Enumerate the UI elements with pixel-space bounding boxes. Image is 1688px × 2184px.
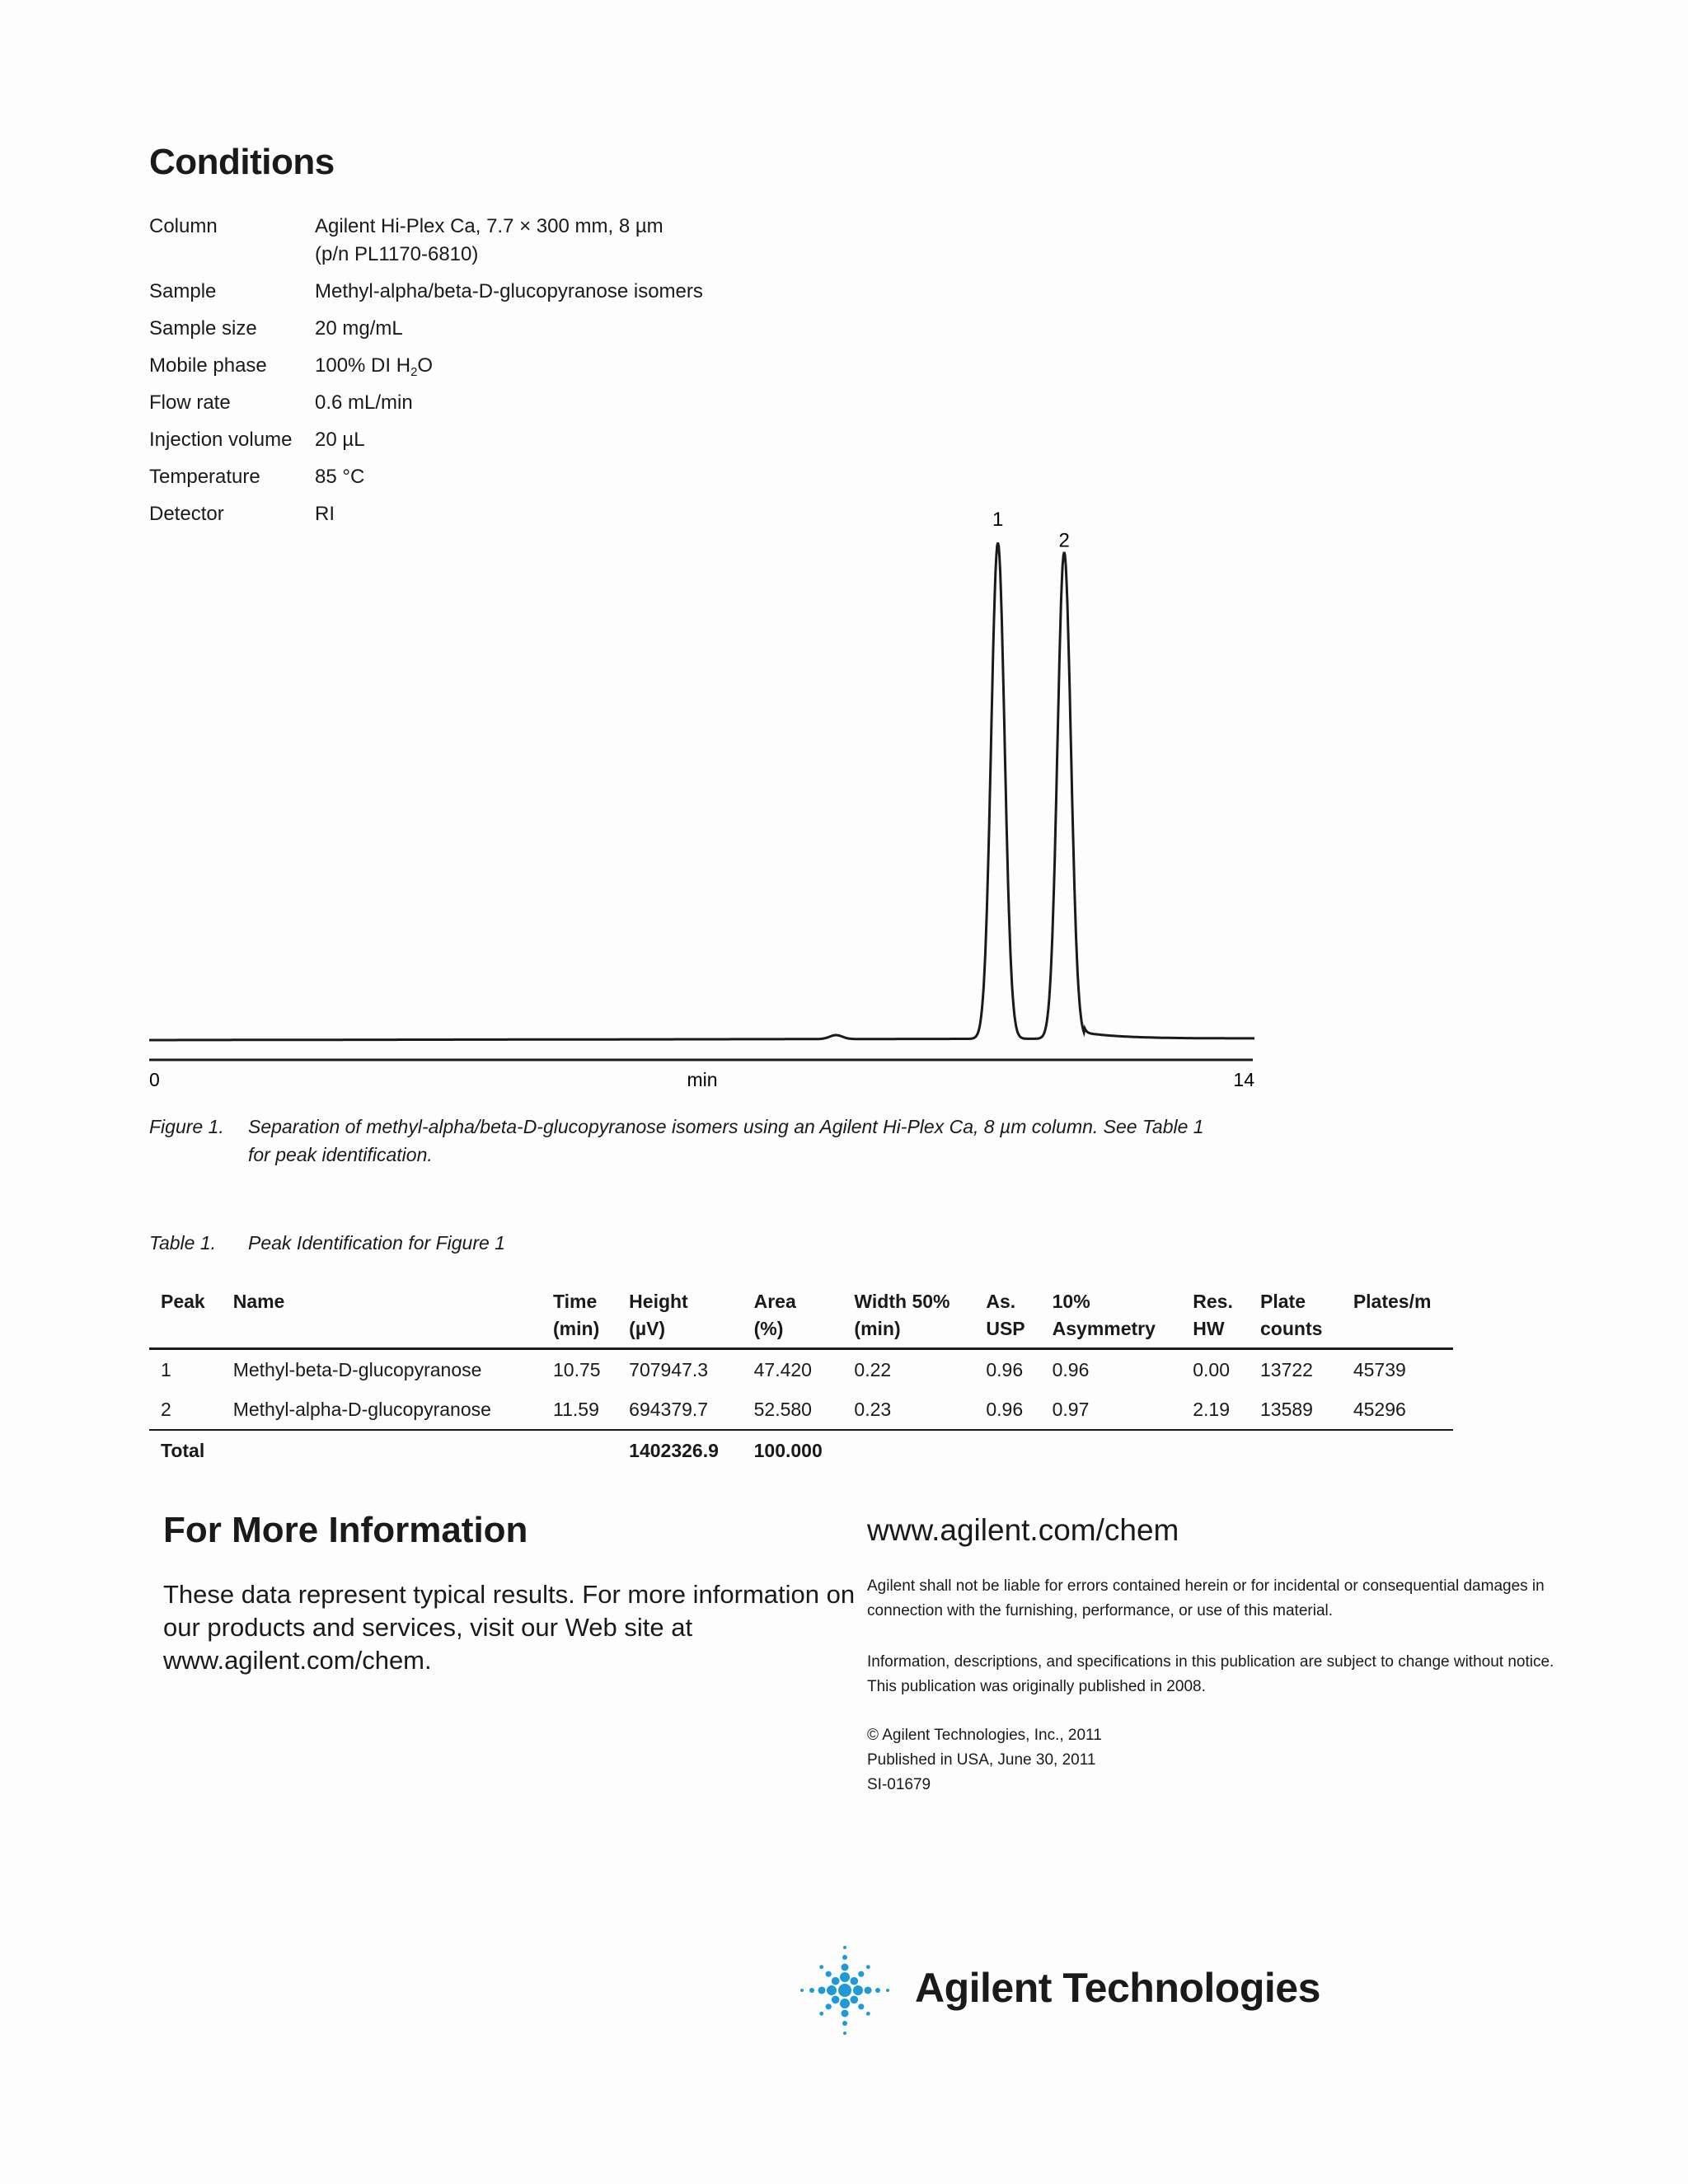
table-caption	[149, 1232, 505, 1254]
table-cell: 11.59	[553, 1399, 599, 1420]
chromatogram-trace	[149, 543, 1254, 1041]
logo-dot	[865, 1987, 872, 1994]
table-cell-empty	[842, 1430, 1453, 1470]
condition-value: RI	[315, 503, 335, 525]
condition-value-part-number: (p/n PL1170-6810)	[315, 243, 479, 265]
logo-dot	[832, 1977, 840, 1985]
col-header-peak: Peak	[161, 1291, 205, 1312]
peak-label: 2	[1058, 529, 1070, 552]
logo-dot	[840, 1999, 850, 2008]
col-header-time: Time (min)	[553, 1291, 600, 1339]
table-total-row	[149, 1430, 1453, 1470]
logo-dot	[819, 2012, 823, 2016]
condition-value: Agilent Hi-Plex Ca, 7.7 × 300 mm, 8 µm	[315, 215, 663, 237]
table-cell: 0.00	[1193, 1359, 1231, 1380]
table-cell: 13589	[1260, 1399, 1313, 1420]
table-cell: 13722	[1260, 1359, 1313, 1380]
logo-dot	[843, 1946, 846, 1949]
table-cell: 0.96	[1052, 1359, 1090, 1380]
condition-label: Detector	[149, 503, 224, 525]
logo-dot	[842, 1955, 847, 1960]
logo-dot	[819, 1965, 823, 1969]
table-cell: 45739	[1353, 1359, 1406, 1380]
x-tick-label: 0	[149, 1069, 160, 1090]
condition-label: Column	[149, 215, 218, 237]
condition-value: 20 µL	[315, 429, 365, 451]
table-cell: 694379.7	[629, 1399, 709, 1420]
document-id: SI-01679	[867, 1776, 931, 1793]
logo-dot	[842, 1964, 849, 1971]
table-title: Peak Identification for Figure 1	[248, 1232, 505, 1254]
notice-text: Information, descriptions, and specifications in this publication are subject to change without notice. This publication was originally published in 2008.	[867, 1653, 1554, 1695]
table-cell: 0.22	[854, 1359, 892, 1380]
x-axis-label: min	[687, 1069, 718, 1090]
total-label: Total	[161, 1440, 205, 1461]
logo-dot	[840, 1972, 850, 1982]
logo-dot	[832, 1996, 840, 2004]
table-cell: 45296	[1353, 1399, 1406, 1420]
col-header-width: Width 50% (min)	[854, 1291, 950, 1339]
col-header-asymmetry: 10% Asymmetry	[1052, 1291, 1156, 1339]
condition-label: Temperature	[149, 466, 260, 488]
col-header-area: Area (%)	[753, 1291, 796, 1339]
logo-dot	[866, 1965, 870, 1969]
col-header-plates-per-m: Plates/m	[1353, 1291, 1432, 1312]
condition-value: Methyl-alpha/beta-D-glucopyranose isomers	[315, 280, 703, 302]
logo-dot	[800, 1989, 804, 1992]
table-row	[149, 1349, 1453, 1390]
logo-dot	[838, 1984, 851, 1997]
figure-caption-line: for peak identification.	[248, 1144, 433, 1165]
col-header-as-usp: As. USP	[986, 1291, 1025, 1339]
table-cell: 1	[161, 1359, 171, 1380]
figure-caption-text	[248, 1113, 1402, 1169]
table-row	[149, 1390, 1453, 1430]
table-cell: 707947.3	[629, 1359, 709, 1380]
logo-dot	[826, 2004, 832, 2009]
logo-dot	[853, 1985, 863, 1995]
table-cell: 0.97	[1052, 1399, 1090, 1420]
table-cell: 0.96	[986, 1399, 1024, 1420]
mobile-phase-subscript: 2	[410, 365, 418, 379]
table-cell: 52.580	[753, 1399, 812, 1420]
logo-dot	[886, 1989, 889, 1992]
table-cell: Methyl-beta-D-glucopyranose	[232, 1359, 482, 1380]
table-cell: 0.96	[986, 1359, 1024, 1380]
conditions-title: Conditions	[149, 142, 335, 182]
condition-value: 20 mg/mL	[315, 317, 403, 340]
table-header-row	[149, 1283, 1453, 1349]
logo-dot	[851, 1977, 859, 1985]
mobile-phase-prefix: 100% DI H	[315, 354, 411, 377]
logo-dot	[851, 1996, 859, 2004]
col-header-res-hw: Res. HW	[1193, 1291, 1233, 1339]
col-header-name: Name	[232, 1291, 285, 1312]
condition-value: 0.6 mL/min	[315, 391, 413, 414]
logo-dot	[842, 2021, 847, 2026]
logo-dot	[858, 2004, 864, 2009]
figure-caption-line: Separation of methyl-alpha/beta-D-glucopyranose isomers using an Agilent Hi-Plex Ca, 8 µm column. See Table 1	[248, 1116, 1204, 1137]
table-cell: Methyl-alpha-D-glucopyranose	[232, 1399, 491, 1420]
copyright-text: © Agilent Technologies, Inc., 2011	[867, 1727, 1102, 1744]
logo-dot	[827, 1985, 837, 1995]
website-url[interactable]: www.agilent.com/chem	[867, 1513, 1179, 1547]
condition-label: Sample size	[149, 317, 257, 340]
logo-dot	[866, 2012, 870, 2016]
table-cell: 10.75	[553, 1359, 601, 1380]
col-header-plate-counts: Plate counts	[1260, 1291, 1323, 1339]
more-info-text: These data represent typical results. For more information on our products and services, visit our Web site at www.agilent.com/chem.	[163, 1580, 856, 1675]
figure-number: Figure 1.	[149, 1116, 224, 1137]
logo-dot	[826, 1971, 832, 1977]
logo-dot	[875, 1988, 880, 1993]
condition-label: Flow rate	[149, 391, 231, 414]
published-text: Published in USA, June 30, 2011	[867, 1751, 1096, 1769]
logo-dot	[843, 2032, 846, 2035]
agilent-spark-logo-icon	[791, 1937, 898, 2044]
table-cell: 47.420	[753, 1359, 812, 1380]
peak-label: 1	[992, 509, 1004, 531]
total-height: 1402326.9	[629, 1440, 719, 1461]
logo-dot	[818, 1987, 826, 1994]
figure-caption	[149, 1113, 1303, 1170]
x-tick-label: 14	[1233, 1069, 1254, 1090]
logo-dot	[858, 1971, 864, 1977]
table-number: Table 1.	[149, 1232, 216, 1254]
total-area: 100.000	[753, 1440, 823, 1461]
col-header-height: Height (µV)	[629, 1291, 688, 1339]
disclaimer-text: Agilent shall not be liable for errors contained herein or for incidental or consequential damages in connection with the furnishing, performance, or use of this material.	[867, 1577, 1545, 1619]
logo-dot	[809, 1988, 814, 1993]
table-cell: 2.19	[1193, 1399, 1231, 1420]
condition-value: 85 °C	[315, 466, 365, 488]
company-logo-text: Agilent Technologies	[915, 1965, 1320, 2011]
mobile-phase-suffix: O	[417, 354, 434, 377]
more-info-title: For More Information	[163, 1510, 528, 1550]
condition-label: Sample	[149, 280, 217, 302]
table-cell: 0.23	[854, 1399, 892, 1420]
condition-label: Injection volume	[149, 429, 293, 451]
peak-table	[149, 1283, 1453, 1470]
table-cell: 2	[161, 1399, 171, 1420]
logo-dot	[842, 2010, 849, 2018]
condition-label: Mobile phase	[149, 354, 267, 377]
